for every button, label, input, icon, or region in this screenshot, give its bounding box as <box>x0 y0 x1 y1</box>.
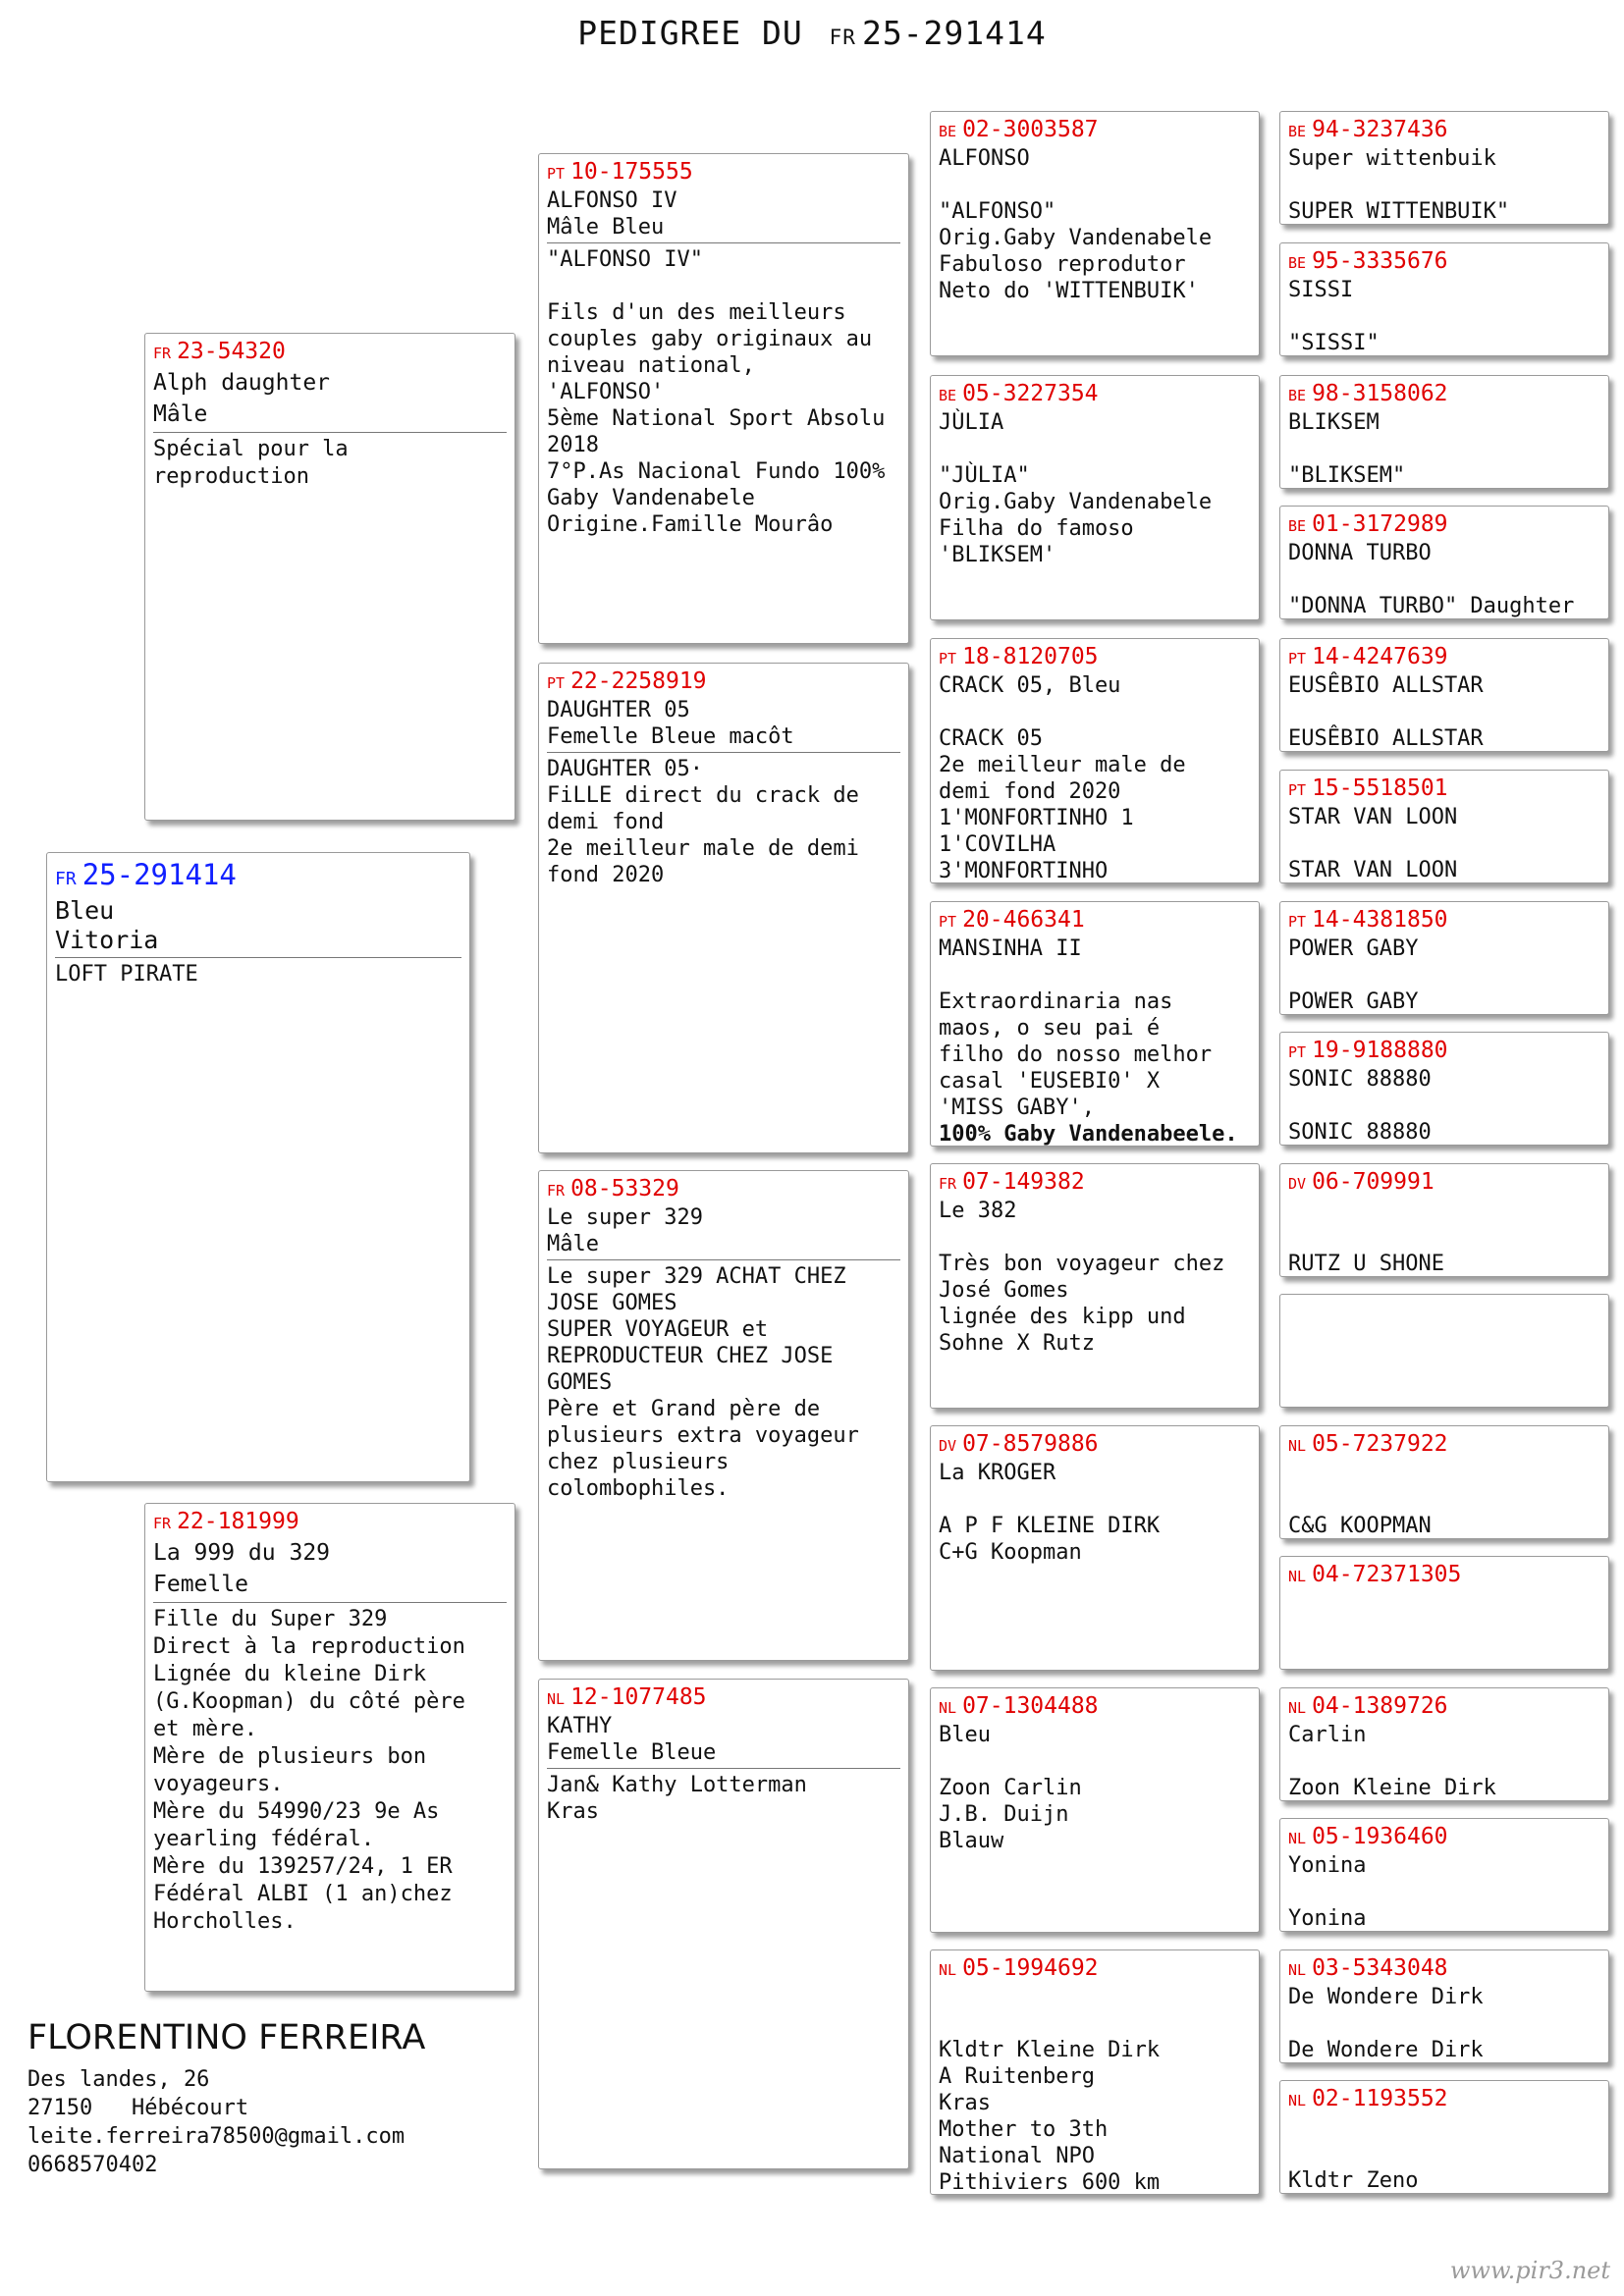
great-great-grandparent-card <box>1279 111 1609 225</box>
owner-block <box>27 2016 425 2179</box>
ring-number: NL 04-72371305 <box>1288 1562 1462 1587</box>
sire-ring: FR 23-54320 <box>153 339 286 364</box>
sire-name: Alph daughter <box>153 370 331 396</box>
ring-number: BE 05-3227354 <box>939 381 1099 406</box>
sire-note: Spécial pour la reproduction <box>153 437 349 489</box>
divider <box>153 432 507 433</box>
bird-text-bold: 100% Gaby Vandenabeele. <box>939 1122 1238 1147</box>
bird-note: DAUGHTER 05· FiLLE direct du crack de demi fond 2e meilleur male de demi fond 2020 <box>547 757 859 887</box>
great-great-grandparent-card <box>1279 770 1609 883</box>
great-great-grandparent-card <box>1279 1949 1609 2063</box>
bird-text: SISSI "SISSI" <box>1288 278 1380 355</box>
ring-number: PT 19-9188880 <box>1288 1038 1448 1063</box>
sire-sex: Mâle <box>153 401 208 427</box>
bird-name: DAUGHTER 05 <box>547 698 690 722</box>
bird-note: Le super 329 ACHAT CHEZ JOSE GOMES SUPER VOYAGEUR et REPRODUCTEUR CHEZ JOSE GOMES Père et Grand père de plusieurs extra voyageur chez plusieurs colombophiles. <box>547 1264 859 1501</box>
bird-text: C&G KOOPMAN <box>1288 1514 1432 1538</box>
divider <box>547 242 900 243</box>
bird-text: MANSINHA II Extraordinaria nas maos, o seu pai é filho do nosso melhor casal 'EUSEBI0' X 'MISS GABY', <box>939 936 1213 1120</box>
divider <box>547 752 900 753</box>
divider <box>547 1768 900 1769</box>
ring-number: PT 10-175555 <box>547 159 693 185</box>
bird-text: Yonina Yonina <box>1288 1853 1367 1931</box>
ring-number: FR 07-149382 <box>939 1169 1085 1195</box>
great-great-grandparent-card <box>1279 2080 1609 2194</box>
bird-text: BLIKSEM "BLIKSEM" <box>1288 410 1406 488</box>
grandparent-card <box>538 153 909 644</box>
bird-text: EUSÊBIO ALLSTAR EUSÊBIO ALLSTAR <box>1288 673 1484 751</box>
ring-number: PT 14-4247639 <box>1288 644 1448 669</box>
bird-text: STAR VAN LOON STAR VAN LOON <box>1288 805 1458 882</box>
great-great-grandparent-card-empty <box>1279 1294 1609 1408</box>
bird-text: DONNA TURBO "DONNA TURBO" Daughter <box>1288 541 1575 618</box>
grandparent-card <box>538 663 909 1153</box>
grandparent-card <box>538 1679 909 2169</box>
bird-text: Kldtr Zeno <box>1288 2168 1419 2193</box>
ring-number: BE 98-3158062 <box>1288 381 1448 406</box>
watermark: www.pir3.net <box>1449 2257 1610 2284</box>
ring-number: BE 94-3237436 <box>1288 117 1448 142</box>
bird-text: Carlin Zoon Kleine Dirk <box>1288 1723 1496 1800</box>
great-grandparent-card <box>930 111 1260 356</box>
bird-sex: Mâle Bleu <box>547 215 665 240</box>
dam-name: La 999 du 329 <box>153 1540 331 1566</box>
great-great-grandparent-card <box>1279 242 1609 356</box>
dam-note: Fille du Super 329 Direct à la reproduction Lignée du kleine Dirk (G.Koopman) du côté père et mère. Mère de plusieurs bon voyageurs. Mère du 54990/23 9e As yearling fédéral. Mère du 139257/24, 1 ER Fédéral ALBI (1 an)chez Horcholles. <box>153 1607 465 1934</box>
bird-name: ALFONSO IV <box>547 188 677 213</box>
bird-sex: Femelle Bleue <box>547 1740 717 1765</box>
bird-text: POWER GABY POWER GABY <box>1288 936 1419 1014</box>
title-country: FR <box>829 26 856 49</box>
owner-email[interactable]: leite.ferreira78500@gmail.com <box>27 2124 406 2149</box>
great-great-grandparent-card <box>1279 1687 1609 1801</box>
ring-number: NL 03-5343048 <box>1288 1955 1448 1981</box>
ring-number: DV 06-709991 <box>1288 1169 1435 1195</box>
subject-card <box>46 852 470 1482</box>
ring-number: BE 02-3003587 <box>939 117 1099 142</box>
great-grandparent-card <box>930 901 1260 1147</box>
divider <box>547 1259 900 1260</box>
ring-number: NL 12-1077485 <box>547 1684 707 1710</box>
bird-text: JÙLIA "JÙLIA" Orig.Gaby Vandenabele Filha do famoso 'BLIKSEM' <box>939 410 1213 567</box>
great-great-grandparent-card <box>1279 638 1609 752</box>
bird-text: Super wittenbuik SUPER WITTENBUIK" <box>1288 146 1510 224</box>
bird-text: RUTZ U SHONE <box>1288 1252 1444 1276</box>
ring-number: PT 14-4381850 <box>1288 907 1448 933</box>
subject-ring: FR 25-291414 <box>55 858 237 891</box>
great-grandparent-card <box>930 1163 1260 1409</box>
bird-text: ALFONSO "ALFONSO" Orig.Gaby Vandenabele Fabuloso reprodutor Neto do 'WITTENBUIK' <box>939 146 1213 303</box>
ring-number: PT 22-2258919 <box>547 668 707 694</box>
divider <box>153 1602 507 1603</box>
subject-name: Vitoria <box>55 926 159 954</box>
ring-number: PT 18-8120705 <box>939 644 1099 669</box>
great-great-grandparent-card <box>1279 1556 1609 1670</box>
bird-text: De Wondere Dirk De Wondere Dirk <box>1288 1985 1484 2062</box>
bird-sex: Femelle Bleue macôt <box>547 724 794 749</box>
great-grandparent-card <box>930 1949 1260 2195</box>
great-great-grandparent-card <box>1279 375 1609 489</box>
dam-ring: FR 22-181999 <box>153 1509 299 1534</box>
great-grandparent-card <box>930 375 1260 620</box>
title-prefix: PEDIGREE DU <box>577 14 803 52</box>
divider <box>55 957 461 958</box>
great-grandparent-card <box>930 638 1260 883</box>
great-grandparent-card <box>930 1425 1260 1671</box>
sire-card <box>144 333 515 821</box>
owner-city: 27150 Hébécourt <box>27 2096 249 2120</box>
owner-phone: 0668570402 <box>27 2153 158 2177</box>
bird-note: Jan& Kathy Lotterman Kras <box>547 1773 807 1824</box>
ring-number: PT 15-5518501 <box>1288 775 1448 801</box>
ring-number: NL 02-1193552 <box>1288 2086 1448 2111</box>
great-grandparent-card <box>930 1687 1260 1933</box>
ring-number: DV 07-8579886 <box>939 1431 1099 1457</box>
ring-number: BE 95-3335676 <box>1288 248 1448 274</box>
dam-sex: Femelle <box>153 1572 248 1597</box>
great-great-grandparent-card <box>1279 1163 1609 1277</box>
owner-address: Des landes, 26 <box>27 2067 210 2092</box>
ring-number: NL 04-1389726 <box>1288 1693 1448 1719</box>
bird-text: SONIC 88880 SONIC 88880 <box>1288 1067 1432 1145</box>
title-ring: 25-291414 <box>861 14 1047 52</box>
ring-number: NL 07-1304488 <box>939 1693 1099 1719</box>
great-great-grandparent-card <box>1279 901 1609 1015</box>
great-great-grandparent-card <box>1279 506 1609 619</box>
ring-number <box>1288 1300 1600 1328</box>
great-great-grandparent-card <box>1279 1425 1609 1539</box>
dam-card <box>144 1503 515 1992</box>
ring-number: NL 05-1994692 <box>939 1955 1099 1981</box>
ring-number: NL 05-1936460 <box>1288 1824 1448 1849</box>
subject-note: LOFT PIRATE <box>55 962 198 987</box>
bird-text: CRACK 05, Bleu CRACK 05 2e meilleur male de demi fond 2020 1'MONFORTINHO 1 1'COVILHA 3'MONFORTINHO <box>939 673 1186 883</box>
bird-note: "ALFONSO IV" Fils d'un des meilleurs couples gaby originaux au niveau national, 'ALFONSO' 5ème National Sport Absolu 2018 7°P.As Nacional Fundo 100% Gaby Vandenabele Origine.Famille Mourâo <box>547 247 886 537</box>
great-great-grandparent-card <box>1279 1032 1609 1146</box>
bird-text: Kldtr Kleine Dirk A Ruitenberg Kras Mother to 3th National NPO Pithiviers 600 km <box>939 2038 1161 2195</box>
bird-sex: Mâle <box>547 1232 599 1256</box>
subject-color: Bleu <box>55 896 115 925</box>
bird-name: Le super 329 <box>547 1205 703 1230</box>
bird-text: Le 382 Très bon voyageur chez José Gomes lignée des kipp und Sohne X Rutz <box>939 1199 1225 1356</box>
great-great-grandparent-card <box>1279 1818 1609 1932</box>
bird-name: KATHY <box>547 1714 613 1738</box>
ring-number: BE 01-3172989 <box>1288 511 1448 537</box>
ring-number: PT 20-466341 <box>939 907 1085 933</box>
bird-text: La KROGER A P F KLEINE DIRK C+G Koopman <box>939 1461 1161 1565</box>
owner-name: FLORENTINO FERREIRA <box>27 2018 426 2057</box>
grandparent-card <box>538 1170 909 1661</box>
ring-number: NL 05-7237922 <box>1288 1431 1448 1457</box>
ring-number: FR 08-53329 <box>547 1176 679 1201</box>
bird-text: Bleu Zoon Carlin J.B. Duijn Blauw <box>939 1723 1082 1853</box>
page-title <box>0 14 1624 52</box>
